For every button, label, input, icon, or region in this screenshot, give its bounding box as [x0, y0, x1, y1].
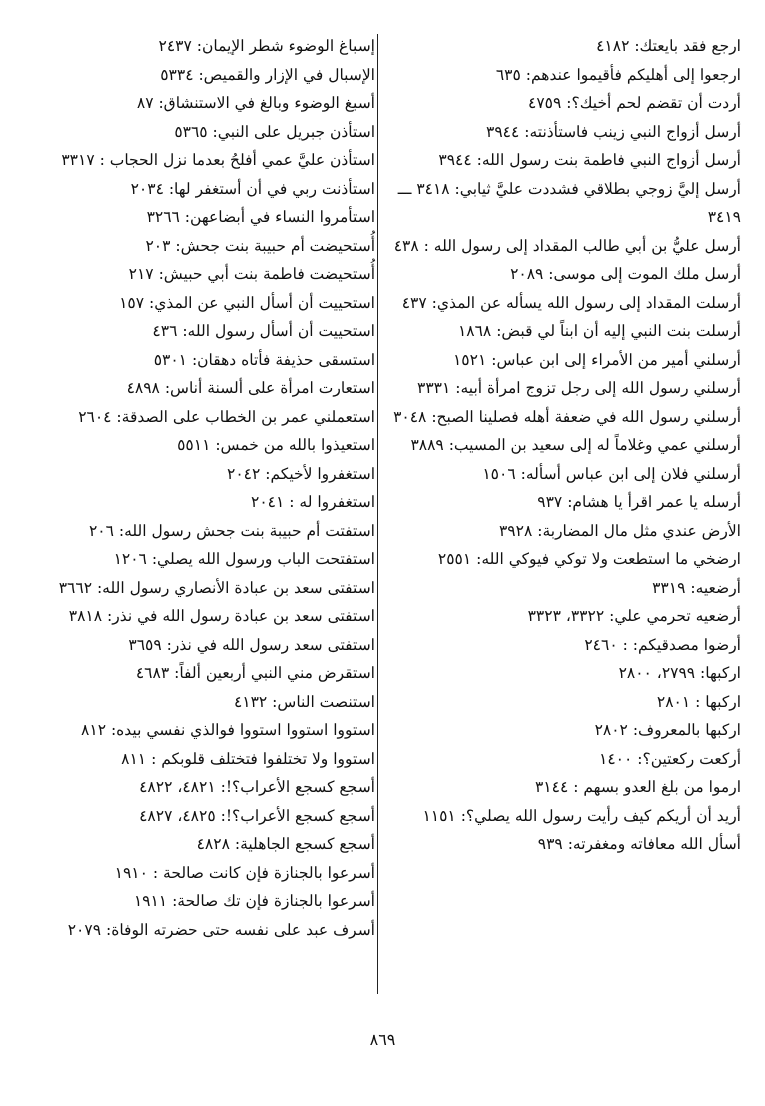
left-column: [55, 32, 375, 944]
index-entry: استعارت امرأة على ألسنة أناس: ٤٨٩٨: [126, 379, 375, 397]
index-entry: استفتى سعد بن عبادة الأنصاري رسول الله: ٣٦٦٢: [58, 578, 375, 597]
index-entry: استغفروا له : ٢٠٤١: [251, 493, 375, 511]
index-entry: أرسلت المقداد إلى رسول الله يسأله عن المذي: ٤٣٧: [401, 293, 741, 312]
index-entry: الإسبال في الإزار والقميص: ٥٣٣٤: [160, 65, 375, 84]
index-entry: أسرعوا بالجنازة فإن تك صالحة: ١٩١١: [133, 892, 375, 910]
index-entry: أرسله يا عمر اقرأ يا هشام: ٩٣٧: [537, 493, 741, 511]
column-divider: [377, 34, 378, 994]
index-entry: استفتى سعد رسول الله في نذر: ٣٦٥٩: [128, 635, 375, 654]
index-entry: أسبغ الوضوء وبالغ في الاستنشاق: ٨٧: [136, 94, 375, 112]
index-entry: أسجع كسجع الأعراب؟!: ٤٨٢٥، ٤٨٢٧: [139, 806, 375, 825]
index-entry: أرسل أزواج النبي زينب فاستأذنته: ٣٩٤٤: [486, 122, 741, 141]
index-entry: أرسلني أمير من الأمراء إلى ابن عباس: ١٥٢١: [452, 350, 741, 369]
index-entry: استحييت أن أسأل النبي عن المذي: ١٥٧: [119, 293, 375, 312]
index-entry: استغفروا لأخيكم: ٢٠٤٢: [227, 464, 375, 483]
index-entry: استقرض مني النبي أربعين ألفاً: ٤٦٨٣: [135, 664, 375, 682]
index-entry: أركعت ركعتين؟: ١٤٠٠: [599, 749, 741, 768]
index-entry: أسجع كسجع الجاهلية: ٤٨٢٨: [196, 835, 375, 853]
index-entry: أُستحيضت أم حبيبة بنت جحش: ٢٠٣: [145, 236, 375, 255]
index-entry: أسرعوا بالجنازة فإن كانت صالحة : ١٩١٠: [114, 863, 375, 882]
index-entry: استأذن جبريل على النبي: ٥٣٦٥: [174, 122, 375, 141]
index-entry: الأرض عندي مثل مال المضاربة: ٣٩٢٨: [498, 521, 741, 540]
index-entry: استعملني عمر بن الخطاب على الصدقة: ٢٦٠٤: [78, 407, 375, 426]
index-entry: أسرف عبد على نفسه حتى حضرته الوفاة: ٢٠٧٩: [67, 920, 375, 939]
index-entry: أرضوا مصدقيكم: : ٢٤٦٠: [584, 635, 741, 654]
index-entry: أرسل عليُّ بن أبي طالب المقداد إلى رسول الله : ٤٣٨: [393, 236, 741, 255]
index-entry: أسأل الله معافاته ومغفرته: ٩٣٩: [537, 835, 741, 853]
index-entry: استفتت أم حبيبة بنت جحش رسول الله: ٢٠٦: [88, 521, 375, 540]
index-entry: استووا ولا تختلفوا فتختلف قلوبكم : ٨١١: [121, 749, 375, 768]
right-column: [391, 32, 741, 859]
index-entry: أرسلني عمي وغلاماً له إلى سعيد بن المسيب: ٣٨٨٩: [410, 436, 741, 454]
index-entry: أسجع كسجع الأعراب؟!: ٤٨٢١، ٤٨٢٢: [139, 778, 375, 796]
index-entry: ارضخي ما استطعت ولا توكي فيوكي الله: ٢٥٥١: [437, 550, 741, 568]
index-entry: اركبها: ٢٧٩٩، ٢٨٠٠: [618, 664, 741, 682]
index-entry: أُستحيضت فاطمة بنت أبي حبيش: ٢١٧: [128, 265, 375, 283]
index-entry: استووا استووا استووا فوالذي نفسي بيده: ٨١٢: [81, 721, 375, 739]
index-entry: اركبها بالمعروف: ٢٨٠٢: [594, 721, 741, 739]
index-entry: استنصت الناس: ٤١٣٢: [233, 692, 375, 711]
index-entry: أرسلني فلان إلى ابن عباس أسأله: ١٥٠٦: [482, 464, 741, 483]
index-entry: ارجع فقد بايعتك: ٤١٨٢: [596, 37, 741, 55]
index-entry: أرضعيه: ٣٣١٩: [652, 578, 741, 597]
index-entry: أرسلني رسول الله إلى رجل تزوج امرأة أبيه: ٣٣٣١: [417, 379, 741, 397]
index-entry: استأذنت ربي في أن أستغفر لها: ٢٠٣٤: [130, 179, 375, 198]
index-entry: أرسل أزواج النبي فاطمة بنت رسول الله: ٣٩٤٤: [438, 151, 741, 169]
index-entry: أرسل إليَّ زوجي بطلاقي فشددت عليَّ ثيابي: ٣٤١٨ ـــ ٣٤١٩: [397, 179, 741, 226]
index-entry: استأذن عليَّ عمي أفلحُ بعدما نزل الحجاب : ٣٣١٧: [61, 151, 375, 169]
index-entry: استأمروا النساء في أبضاعهن: ٣٢٦٦: [146, 208, 375, 226]
index-entry: ارموا من بلغ العدو بسهم : ٣١٤٤: [534, 778, 741, 796]
index-entry: أردت أن تقضم لحم أخيك؟: ٤٧٥٩: [528, 94, 741, 112]
index-entry: أرسل ملك الموت إلى موسى: ٢٠٨٩: [510, 265, 741, 283]
index-entry: أرضعيه تحرمي علي: ٣٣٢٢، ٣٣٢٣: [527, 607, 741, 625]
index-entry: ارجعوا إلى أهليكم فأقيموا عندهم: ٦٣٥: [495, 65, 741, 84]
index-entry: استحييت أن أسأل رسول الله: ٤٣٦: [152, 322, 375, 340]
index-entry: استفتحت الباب ورسول الله يصلي: ١٢٠٦: [113, 550, 375, 568]
index-entry: أريد أن أريكم كيف رأيت رسول الله يصلي؟: ١١٥١: [422, 806, 741, 825]
index-entry: استفتى سعد بن عبادة رسول الله في نذر: ٣٨١٨: [68, 607, 375, 625]
page-number: ٨٦٩: [369, 1030, 396, 1049]
index-entry: إسباغ الوضوء شطر الإيمان: ٢٤٣٧: [158, 37, 375, 55]
index-entry: اركبها : ٢٨٠١: [656, 692, 741, 711]
index-entry: استسقى حذيفة فأتاه دهقان: ٥٣٠١: [153, 350, 375, 369]
index-entry: أرسلني رسول الله في ضعفة أهله فصلينا الصبح: ٣٠٤٨: [393, 407, 741, 426]
index-entry: استعيذوا بالله من خمس: ٥٥١١: [177, 436, 375, 454]
index-entry: أرسلت بنت النبي إليه أن ابناً لي قبض: ١٨٦٨: [457, 322, 741, 340]
